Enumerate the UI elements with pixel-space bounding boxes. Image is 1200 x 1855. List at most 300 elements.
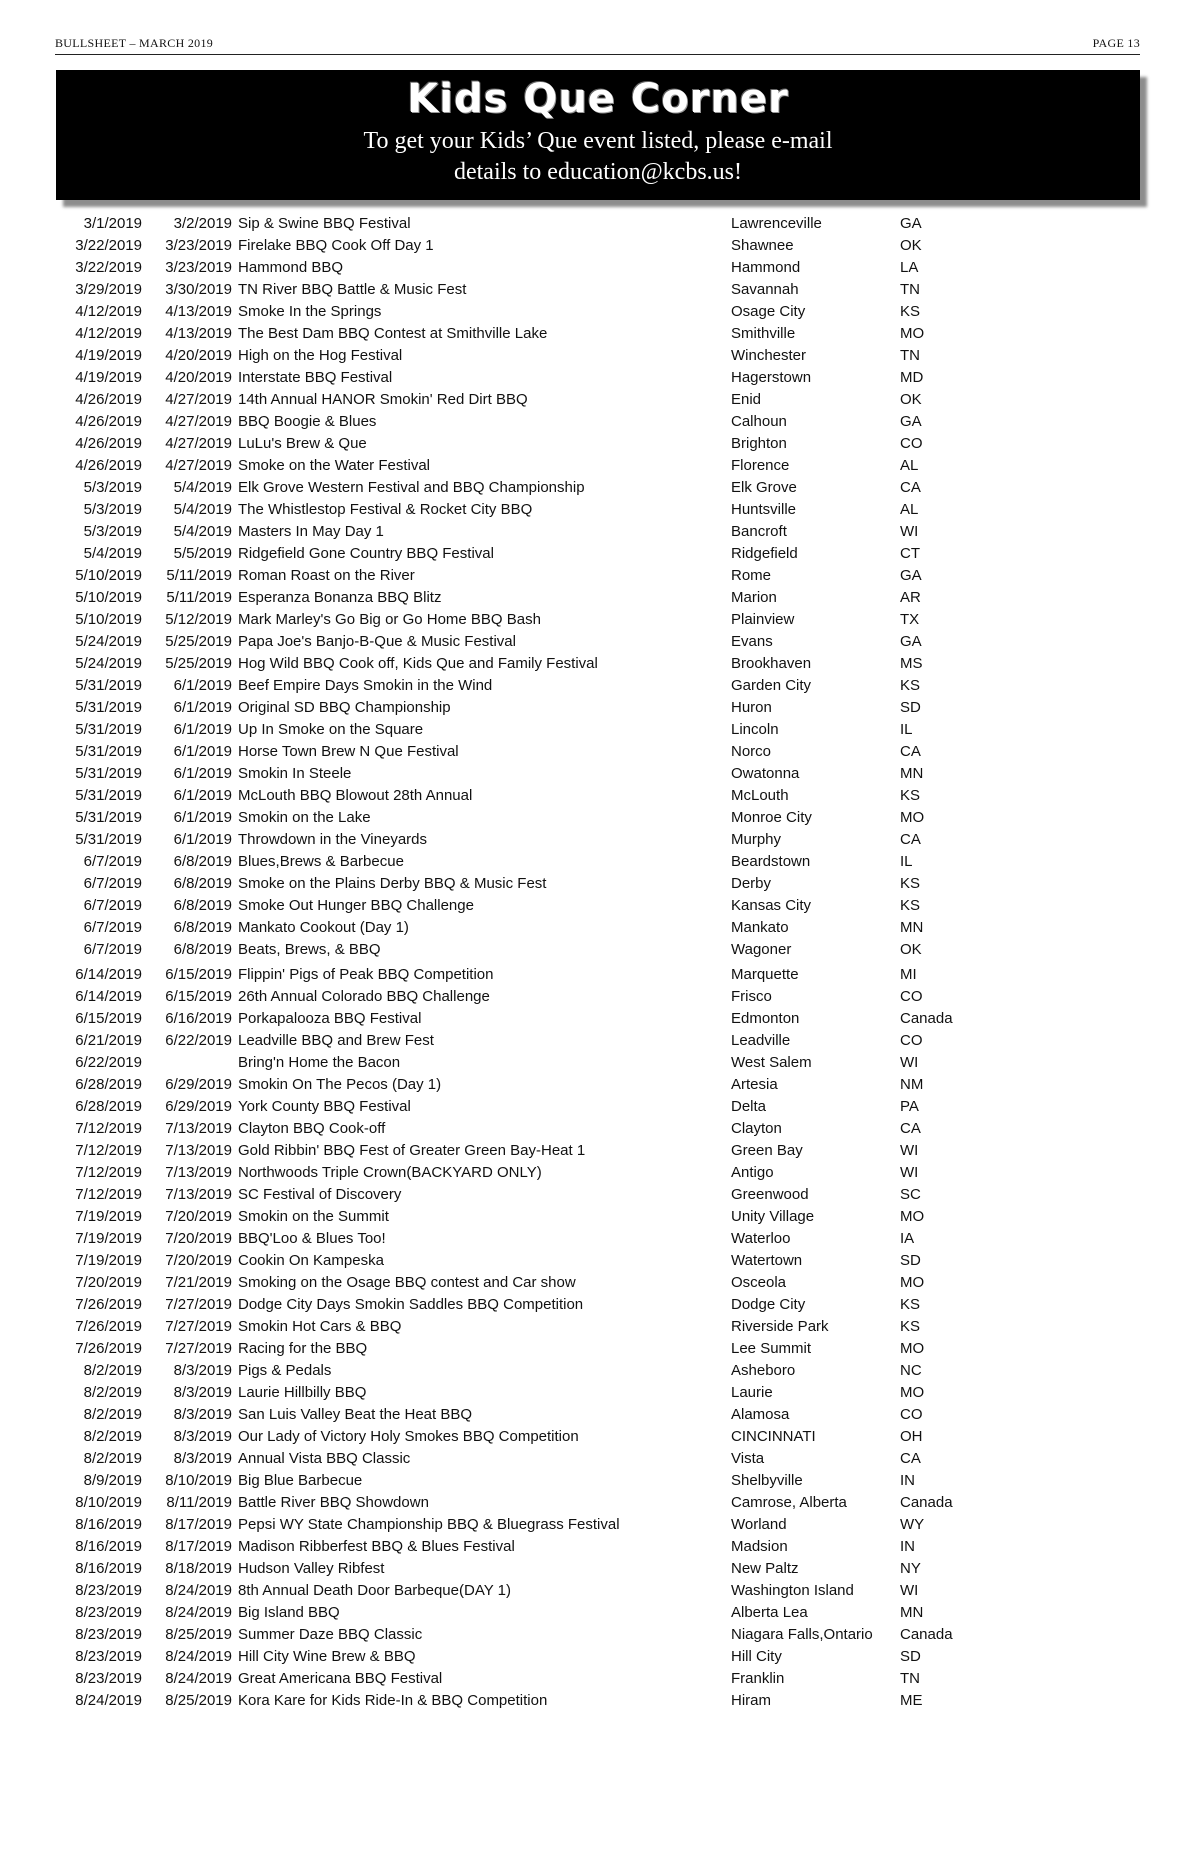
event-end-date: 8/17/2019	[165, 1516, 232, 1533]
event-city: Huntsville	[731, 501, 797, 518]
event-end-date: 6/1/2019	[173, 831, 232, 848]
event-start-date: 8/2/2019	[83, 1428, 142, 1445]
event-row	[0, 1404, 1200, 1426]
event-row	[0, 455, 1200, 477]
event-start-date: 6/7/2019	[83, 897, 142, 914]
event-name: York County BBQ Festival	[238, 1098, 411, 1115]
event-state: CO	[900, 1032, 923, 1049]
event-state: CO	[900, 435, 923, 452]
event-state: CA	[900, 1450, 921, 1467]
event-name: Smokin In Steele	[238, 765, 352, 782]
event-city: Dodge City	[731, 1296, 806, 1313]
event-state: WI	[900, 1164, 919, 1181]
event-name: Beats, Brews, & BBQ	[238, 941, 381, 958]
event-end-date: 8/3/2019	[173, 1362, 232, 1379]
event-row	[0, 1448, 1200, 1470]
event-start-date: 5/10/2019	[75, 589, 142, 606]
event-end-date: 6/1/2019	[173, 787, 232, 804]
event-city: Lee Summit	[731, 1340, 812, 1357]
event-name: 8th Annual Death Door Barbeque(DAY 1)	[238, 1582, 511, 1599]
event-state: Canada	[900, 1626, 953, 1643]
event-name: Laurie Hillbilly BBQ	[238, 1384, 367, 1401]
event-start-date: 8/16/2019	[75, 1560, 142, 1577]
event-end-date: 4/13/2019	[165, 303, 232, 320]
event-name: Beef Empire Days Smokin in the Wind	[238, 677, 493, 694]
event-name: Horse Town Brew N Que Festival	[238, 743, 459, 760]
event-start-date: 5/31/2019	[75, 809, 142, 826]
event-start-date: 8/2/2019	[83, 1450, 142, 1467]
event-city: Vista	[731, 1450, 765, 1467]
event-end-date: 7/27/2019	[165, 1340, 232, 1357]
event-end-date: 5/4/2019	[173, 523, 232, 540]
event-end-date: 5/25/2019	[165, 655, 232, 672]
event-start-date: 7/12/2019	[75, 1142, 142, 1159]
event-start-date: 6/7/2019	[83, 941, 142, 958]
event-state: SD	[900, 699, 921, 716]
event-state: MO	[900, 809, 925, 826]
event-state: IL	[900, 721, 913, 738]
event-state: TN	[900, 281, 920, 298]
event-row	[0, 1338, 1200, 1360]
event-name: Firelake BBQ Cook Off Day 1	[238, 237, 434, 254]
event-start-date: 7/12/2019	[75, 1164, 142, 1181]
event-name: Annual Vista BBQ Classic	[238, 1450, 411, 1467]
event-end-date: 7/27/2019	[165, 1296, 232, 1313]
event-end-date: 6/22/2019	[165, 1032, 232, 1049]
event-row	[0, 895, 1200, 917]
event-start-date: 3/29/2019	[75, 281, 142, 298]
event-start-date: 4/12/2019	[75, 303, 142, 320]
event-end-date: 8/3/2019	[173, 1406, 232, 1423]
event-name: Smokin Hot Cars & BBQ	[238, 1318, 402, 1335]
event-name: Interstate BBQ Festival	[238, 369, 393, 386]
event-state: KS	[900, 1296, 921, 1313]
event-state: TN	[900, 1670, 920, 1687]
event-name: Masters In May Day 1	[238, 523, 384, 540]
event-name: Big Island BBQ	[238, 1604, 340, 1621]
event-end-date: 6/1/2019	[173, 765, 232, 782]
event-start-date: 7/20/2019	[75, 1274, 142, 1291]
event-state: AL	[900, 457, 919, 474]
event-start-date: 8/23/2019	[75, 1604, 142, 1621]
event-start-date: 5/24/2019	[75, 633, 142, 650]
event-city: Alamosa	[731, 1406, 790, 1423]
event-start-date: 5/31/2019	[75, 721, 142, 738]
event-state: KS	[900, 677, 921, 694]
event-city: New Paltz	[731, 1560, 799, 1577]
event-row	[0, 389, 1200, 411]
event-name: Up In Smoke on the Square	[238, 721, 424, 738]
event-name: San Luis Valley Beat the Heat BBQ	[238, 1406, 473, 1423]
event-end-date: 6/29/2019	[165, 1098, 232, 1115]
event-city: Greenwood	[731, 1186, 809, 1203]
event-city: Marion	[731, 589, 777, 606]
event-row	[0, 1008, 1200, 1030]
event-name: Elk Grove Western Festival and BBQ Championship	[238, 479, 585, 496]
event-end-date: 7/20/2019	[165, 1252, 232, 1269]
publication-title: BULLSHEET – MARCH 2019	[55, 36, 214, 50]
event-end-date: 5/11/2019	[166, 567, 232, 584]
event-city: Washington Island	[731, 1582, 854, 1599]
event-name: Northwoods Triple Crown(BACKYARD ONLY)	[238, 1164, 542, 1181]
event-state: CO	[900, 1406, 923, 1423]
event-row	[0, 1580, 1200, 1602]
event-start-date: 5/3/2019	[83, 479, 142, 496]
event-row	[0, 1426, 1200, 1448]
event-name: TN River BBQ Battle & Music Fest	[238, 281, 467, 298]
event-row	[0, 1668, 1200, 1690]
event-state: IN	[900, 1538, 915, 1555]
event-start-date: 3/22/2019	[75, 237, 142, 254]
event-state: CA	[900, 743, 921, 760]
event-name: Esperanza Bonanza BBQ Blitz	[238, 589, 442, 606]
event-state: GA	[900, 215, 922, 232]
event-state: ME	[900, 1692, 923, 1709]
event-name: Roman Roast on the River	[238, 567, 415, 584]
event-state: NY	[900, 1560, 921, 1577]
event-start-date: 5/31/2019	[75, 831, 142, 848]
event-row	[0, 543, 1200, 565]
event-end-date: 3/23/2019	[165, 237, 232, 254]
event-name: Racing for the BBQ	[238, 1340, 368, 1357]
event-city: Delta	[731, 1098, 767, 1115]
event-row	[0, 1470, 1200, 1492]
event-city: Osage City	[731, 303, 806, 320]
event-name: Smokin on the Summit	[238, 1208, 389, 1225]
event-start-date: 8/23/2019	[75, 1670, 142, 1687]
event-name: Mankato Cookout (Day 1)	[238, 919, 409, 936]
event-end-date: 6/8/2019	[173, 875, 232, 892]
event-row	[0, 279, 1200, 301]
event-row	[0, 851, 1200, 873]
event-city: Antigo	[731, 1164, 774, 1181]
kids-que-corner-banner	[56, 70, 1140, 200]
event-end-date: 5/11/2019	[166, 589, 232, 606]
event-name: Porkapalooza BBQ Festival	[238, 1010, 422, 1027]
event-end-date: 4/13/2019	[165, 325, 232, 342]
event-name: SC Festival of Discovery	[238, 1186, 402, 1203]
event-end-date: 8/24/2019	[165, 1604, 232, 1621]
page-number: PAGE 13	[1092, 36, 1140, 50]
event-city: Garden City	[731, 677, 812, 694]
event-end-date: 5/12/2019	[165, 611, 232, 628]
event-name: Leadville BBQ and Brew Fest	[238, 1032, 434, 1049]
event-city: Marquette	[731, 966, 799, 983]
event-start-date: 6/14/2019	[75, 966, 142, 983]
event-city: Plainview	[731, 611, 795, 628]
event-state: GA	[900, 633, 922, 650]
event-start-date: 8/16/2019	[75, 1516, 142, 1533]
event-start-date: 5/10/2019	[75, 611, 142, 628]
event-start-date: 7/26/2019	[75, 1340, 142, 1357]
event-end-date: 8/11/2019	[166, 1494, 232, 1511]
event-name: Ridgefield Gone Country BBQ Festival	[238, 545, 494, 562]
event-row	[0, 653, 1200, 675]
event-state: LA	[900, 259, 919, 276]
event-name: Pigs & Pedals	[238, 1362, 332, 1379]
event-name: Great Americana BBQ Festival	[238, 1670, 443, 1687]
event-start-date: 4/19/2019	[75, 347, 142, 364]
event-name: McLouth BBQ Blowout 28th Annual	[238, 787, 473, 804]
event-end-date: 7/27/2019	[165, 1318, 232, 1335]
event-row	[0, 1536, 1200, 1558]
event-state: KS	[900, 787, 921, 804]
event-row	[0, 1690, 1200, 1712]
event-row	[0, 631, 1200, 653]
event-city: Alberta Lea	[731, 1604, 808, 1621]
event-start-date: 7/26/2019	[75, 1296, 142, 1313]
event-row	[0, 917, 1200, 939]
event-name: Bring'n Home the Bacon	[238, 1054, 401, 1071]
event-start-date: 5/3/2019	[83, 501, 142, 518]
event-start-date: 7/12/2019	[75, 1186, 142, 1203]
event-end-date: 6/1/2019	[173, 809, 232, 826]
event-start-date: 4/26/2019	[75, 391, 142, 408]
event-state: MD	[900, 369, 924, 386]
event-start-date: 6/14/2019	[75, 988, 142, 1005]
event-row	[0, 719, 1200, 741]
event-start-date: 6/7/2019	[83, 875, 142, 892]
event-name: Throwdown in the Vineyards	[238, 831, 427, 848]
event-city: Lincoln	[731, 721, 779, 738]
event-start-date: 6/28/2019	[75, 1098, 142, 1115]
event-row	[0, 1382, 1200, 1404]
event-end-date: 8/3/2019	[173, 1428, 232, 1445]
event-start-date: 7/26/2019	[75, 1318, 142, 1335]
event-end-date: 5/25/2019	[165, 633, 232, 650]
event-name: Smoke on the Water Festival	[238, 457, 431, 474]
event-row	[0, 741, 1200, 763]
event-city: Bancroft	[731, 523, 787, 540]
event-state: SC	[900, 1186, 921, 1203]
event-city: Niagara Falls,Ontario	[731, 1626, 873, 1643]
event-row	[0, 1646, 1200, 1668]
event-list	[0, 213, 1200, 1712]
event-end-date: 7/20/2019	[165, 1230, 232, 1247]
event-row	[0, 1624, 1200, 1646]
event-row	[0, 609, 1200, 631]
event-end-date: 6/16/2019	[165, 1010, 232, 1027]
event-start-date: 6/22/2019	[75, 1054, 142, 1071]
event-start-date: 4/26/2019	[75, 413, 142, 430]
event-state: KS	[900, 1318, 921, 1335]
event-end-date: 7/21/2019	[165, 1274, 232, 1291]
event-row	[0, 499, 1200, 521]
event-start-date: 6/28/2019	[75, 1076, 142, 1093]
event-city: Huron	[731, 699, 772, 716]
event-state: OH	[900, 1428, 923, 1445]
event-row	[0, 1316, 1200, 1338]
event-start-date: 6/7/2019	[83, 853, 142, 870]
event-end-date: 6/1/2019	[173, 721, 232, 738]
event-row	[0, 521, 1200, 543]
event-row	[0, 587, 1200, 609]
banner-subtitle: To get your Kids’ Que event listed, please e-mail details to education@kcbs.us!	[363, 128, 833, 185]
event-start-date: 8/2/2019	[83, 1384, 142, 1401]
event-row	[0, 257, 1200, 279]
event-row	[0, 675, 1200, 697]
event-state: OK	[900, 237, 922, 254]
event-end-date: 6/8/2019	[173, 919, 232, 936]
event-city: Lawrenceville	[731, 215, 822, 232]
event-end-date: 6/15/2019	[165, 966, 232, 983]
running-header	[55, 36, 1140, 55]
event-state: SD	[900, 1252, 921, 1269]
event-state: KS	[900, 303, 921, 320]
event-state: CT	[900, 545, 920, 562]
event-start-date: 6/21/2019	[75, 1032, 142, 1049]
event-start-date: 5/10/2019	[75, 567, 142, 584]
event-city: Shelbyville	[731, 1472, 803, 1489]
event-row	[0, 1360, 1200, 1382]
event-name: The Whistlestop Festival & Rocket City BBQ	[238, 501, 533, 518]
event-city: Wagoner	[731, 941, 792, 958]
event-name: Smoke Out Hunger BBQ Challenge	[238, 897, 474, 914]
event-row	[0, 1558, 1200, 1580]
event-row	[0, 1074, 1200, 1096]
event-city: Calhoun	[731, 413, 787, 430]
event-row	[0, 565, 1200, 587]
event-city: Osceola	[731, 1274, 787, 1291]
event-end-date: 6/8/2019	[173, 941, 232, 958]
event-city: Clayton	[731, 1120, 782, 1137]
event-state: WI	[900, 1582, 919, 1599]
event-row	[0, 939, 1200, 961]
event-end-date: 6/15/2019	[165, 988, 232, 1005]
event-state: MN	[900, 1604, 924, 1621]
event-name: Kora Kare for Kids Ride-In & BBQ Competition	[238, 1692, 548, 1709]
event-end-date: 6/1/2019	[173, 743, 232, 760]
event-state: WI	[900, 523, 919, 540]
event-city: Hiram	[731, 1692, 771, 1709]
event-city: Monroe City	[731, 809, 812, 826]
event-start-date: 8/16/2019	[75, 1538, 142, 1555]
event-name: Clayton BBQ Cook-off	[238, 1120, 386, 1137]
event-name: Blues,Brews & Barbecue	[238, 853, 404, 870]
event-state: MO	[900, 1384, 925, 1401]
event-name: Dodge City Days Smokin Saddles BBQ Competition	[238, 1296, 584, 1313]
event-start-date: 6/15/2019	[75, 1010, 142, 1027]
event-end-date: 8/25/2019	[165, 1692, 232, 1709]
event-city: Elk Grove	[731, 479, 797, 496]
event-state: MN	[900, 919, 924, 936]
event-row	[0, 697, 1200, 719]
event-name: Original SD BBQ Championship	[238, 699, 451, 716]
event-row	[0, 873, 1200, 895]
event-row	[0, 1162, 1200, 1184]
event-city: Hagerstown	[731, 369, 812, 386]
event-end-date: 5/5/2019	[173, 545, 232, 562]
event-row	[0, 1602, 1200, 1624]
event-row	[0, 235, 1200, 257]
event-state: MN	[900, 765, 924, 782]
event-row	[0, 1096, 1200, 1118]
event-name: BBQ Boogie & Blues	[238, 413, 377, 430]
event-name: Sip & Swine BBQ Festival	[238, 215, 411, 232]
event-start-date: 8/9/2019	[83, 1472, 142, 1489]
event-start-date: 7/19/2019	[75, 1230, 142, 1247]
event-end-date: 4/20/2019	[165, 369, 232, 386]
event-start-date: 8/23/2019	[75, 1626, 142, 1643]
event-start-date: 7/12/2019	[75, 1120, 142, 1137]
event-row	[0, 1492, 1200, 1514]
event-city: Mankato	[731, 919, 789, 936]
event-row	[0, 829, 1200, 851]
event-start-date: 8/24/2019	[75, 1692, 142, 1709]
event-city: Beardstown	[731, 853, 811, 870]
event-row	[0, 1514, 1200, 1536]
event-start-date: 8/23/2019	[75, 1582, 142, 1599]
event-end-date: 4/27/2019	[165, 413, 232, 430]
event-state: AL	[900, 501, 919, 518]
event-name: Mark Marley's Go Big or Go Home BBQ Bash	[238, 611, 541, 628]
event-row	[0, 367, 1200, 389]
event-state: KS	[900, 875, 921, 892]
event-state: MI	[900, 966, 917, 983]
event-city: Murphy	[731, 831, 782, 848]
event-name: Hudson Valley Ribfest	[238, 1560, 385, 1577]
event-state: NM	[900, 1076, 924, 1093]
event-start-date: 5/31/2019	[75, 677, 142, 694]
event-end-date: 7/13/2019	[165, 1164, 232, 1181]
event-start-date: 5/31/2019	[75, 787, 142, 804]
event-name: Smokin on the Lake	[238, 809, 371, 826]
event-name: Big Blue Barbecue	[238, 1472, 363, 1489]
event-end-date: 8/3/2019	[173, 1384, 232, 1401]
event-name: BBQ'Loo & Blues Too!	[238, 1230, 386, 1247]
event-start-date: 4/12/2019	[75, 325, 142, 342]
event-city: Artesia	[731, 1076, 778, 1093]
event-state: Canada	[900, 1010, 953, 1027]
event-name: Pepsi WY State Championship BBQ & Bluegrass Festival	[238, 1516, 620, 1533]
event-end-date: 8/17/2019	[165, 1538, 232, 1555]
event-name: Smoking on the Osage BBQ contest and Car show	[238, 1274, 576, 1291]
event-name: Gold Ribbin' BBQ Fest of Greater Green Bay-Heat 1	[238, 1142, 586, 1159]
event-row	[0, 433, 1200, 455]
event-end-date: 8/25/2019	[165, 1626, 232, 1643]
event-end-date: 8/24/2019	[165, 1582, 232, 1599]
event-end-date: 5/4/2019	[173, 479, 232, 496]
event-row	[0, 213, 1200, 235]
event-city: Edmonton	[731, 1010, 800, 1027]
event-end-date: 6/1/2019	[173, 699, 232, 716]
event-end-date: 7/20/2019	[165, 1208, 232, 1225]
event-name: Hammond BBQ	[238, 259, 344, 276]
event-city: Unity Village	[731, 1208, 815, 1225]
event-end-date: 8/24/2019	[165, 1648, 232, 1665]
event-row	[0, 1118, 1200, 1140]
event-city: Smithville	[731, 325, 796, 342]
event-city: West Salem	[731, 1054, 812, 1071]
event-city: Hammond	[731, 259, 801, 276]
event-city: Frisco	[731, 988, 772, 1005]
event-state: AR	[900, 589, 921, 606]
event-state: MO	[900, 1274, 925, 1291]
event-city: Brookhaven	[731, 655, 812, 672]
event-name: Madison Ribberfest BBQ & Blues Festival	[238, 1538, 515, 1555]
event-start-date: 5/31/2019	[75, 765, 142, 782]
event-start-date: 6/7/2019	[83, 919, 142, 936]
event-city: Madsion	[731, 1538, 788, 1555]
event-row	[0, 301, 1200, 323]
event-row	[0, 1030, 1200, 1052]
event-end-date: 5/4/2019	[173, 501, 232, 518]
event-start-date: 4/19/2019	[75, 369, 142, 386]
event-name: 26th Annual Colorado BBQ Challenge	[238, 988, 490, 1005]
event-city: Hill City	[731, 1648, 782, 1665]
event-name: 14th Annual HANOR Smokin' Red Dirt BBQ	[238, 391, 528, 408]
event-row	[0, 964, 1200, 986]
